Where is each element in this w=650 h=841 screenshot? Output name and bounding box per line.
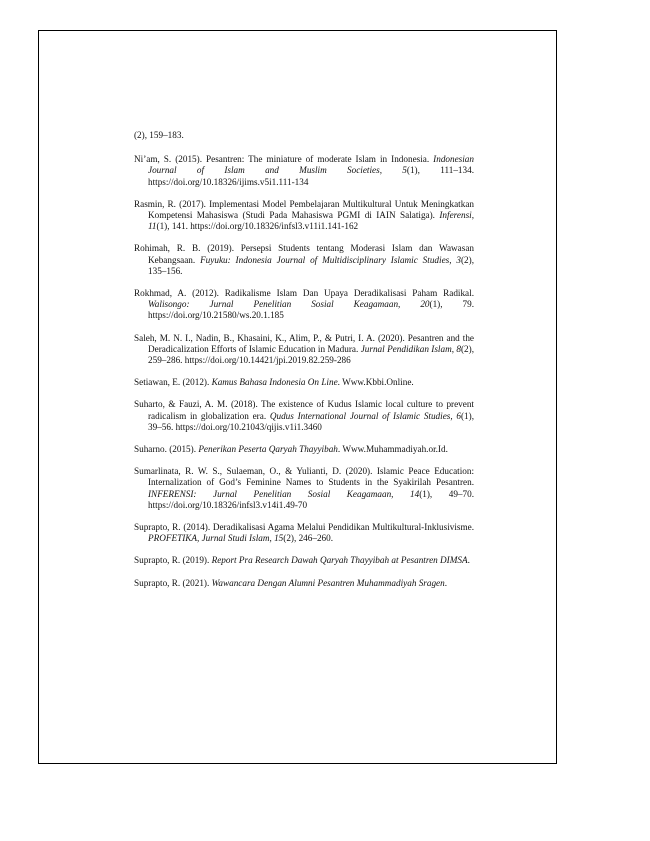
reference-list	[134, 130, 474, 600]
reference-entry: Suprapto, R. (2021). Wawancara Dengan Alumni Pesantren Muhammadiyah Sragen.	[134, 577, 448, 588]
reference-entry: Rohimah, R. B. (2019). Persepsi Students tentang Moderasi Islam dan Wawasan Kebangsaan. Fuyuku: Indonesia Journal of Multidisciplinary Islamic Studies, 3(2), 135–156.	[134, 243, 474, 276]
reference-entry: (2), 159–183.	[134, 130, 184, 140]
reference-entry: Suharto, & Fauzi, A. M. (2018). The existence of Kudus Islamic local culture to prevent radicalism in globalization era. Qudus International Journal of Islamic Studies, 6(1), 39–56. https://doi.org/10.21043/qijis.v1i1.3460	[134, 399, 475, 432]
reference-entry: Saleh, M. N. I., Nadin, B., Khasaini, K., Alim, P., & Putri, I. A. (2020). Pesantren and the Deradicalization Efforts of Islamic Education in Madura. Jurnal Pendidikan Islam, 8(2), 259–286. https://doi.org/10.14421/jpi.2019.82.259-286	[134, 332, 475, 366]
reference-entry: Suharno. (2015). Penerikan Peserta Qaryah Thayyibah. Www.Muhammadiyah.or.Id.	[134, 444, 448, 455]
reference-entry: Rokhmad, A. (2012). Radikalisme Islam Dan Upaya Deradikalisasi Paham Radikal. Walisongo: Jurnal Penelitian Sosial Keagamaan, 20(1), 79. https://doi.org/10.21580/ws.20.1.185	[134, 288, 474, 321]
reference-entry: Rasmin, R. (2017). Implementasi Model Pembelajaran Multikultural Untuk Meningkatkan Kompetensi Mahasiswa (Studi Pada Mahasiswa PGMI di IAIN Salatiga). Inferensi, 11(1), 141. https://doi.org/10.18326/infsl3.v11i1.141-162	[134, 198, 474, 232]
reference-entry: Suprapto, R. (2014). Deradikalisasi Agama Melalui Pendidikan Multikultural-Inklusivisme. PROFETIKA, Jurnal Studi Islam, 15(2), 246–260.	[134, 522, 474, 544]
reference-entry: Sumarlinata, R. W. S., Sulaeman, O., & Yulianti, D. (2020). Islamic Peace Education: Internalization of God’s Feminine Names to Students in the Syakirilah Pesantren. INFERENSI: Jurnal Penelitian Sosial Keagamaan, 14(1), 49–70. https://doi.org/10.18326/infsl3.v14i1.49-70	[134, 466, 475, 510]
reference-entry: Ni’am, S. (2015). Pesantren: The miniature of moderate Islam in Indonesia. Indonesian Journal of Islam and Muslim Societies, 5(1), 111–134. https://doi.org/10.18326/ijims.v5i1.111-134	[134, 154, 474, 187]
reference-entry: Setiawan, E. (2012). Kamus Bahasa Indonesia On Line. Www.Kbbi.Online.	[134, 377, 414, 388]
reference-entry: Suprapto, R. (2019). Report Pra Research Dawah Qaryah Thayyibah at Pesantren DIMSA.	[134, 555, 470, 566]
